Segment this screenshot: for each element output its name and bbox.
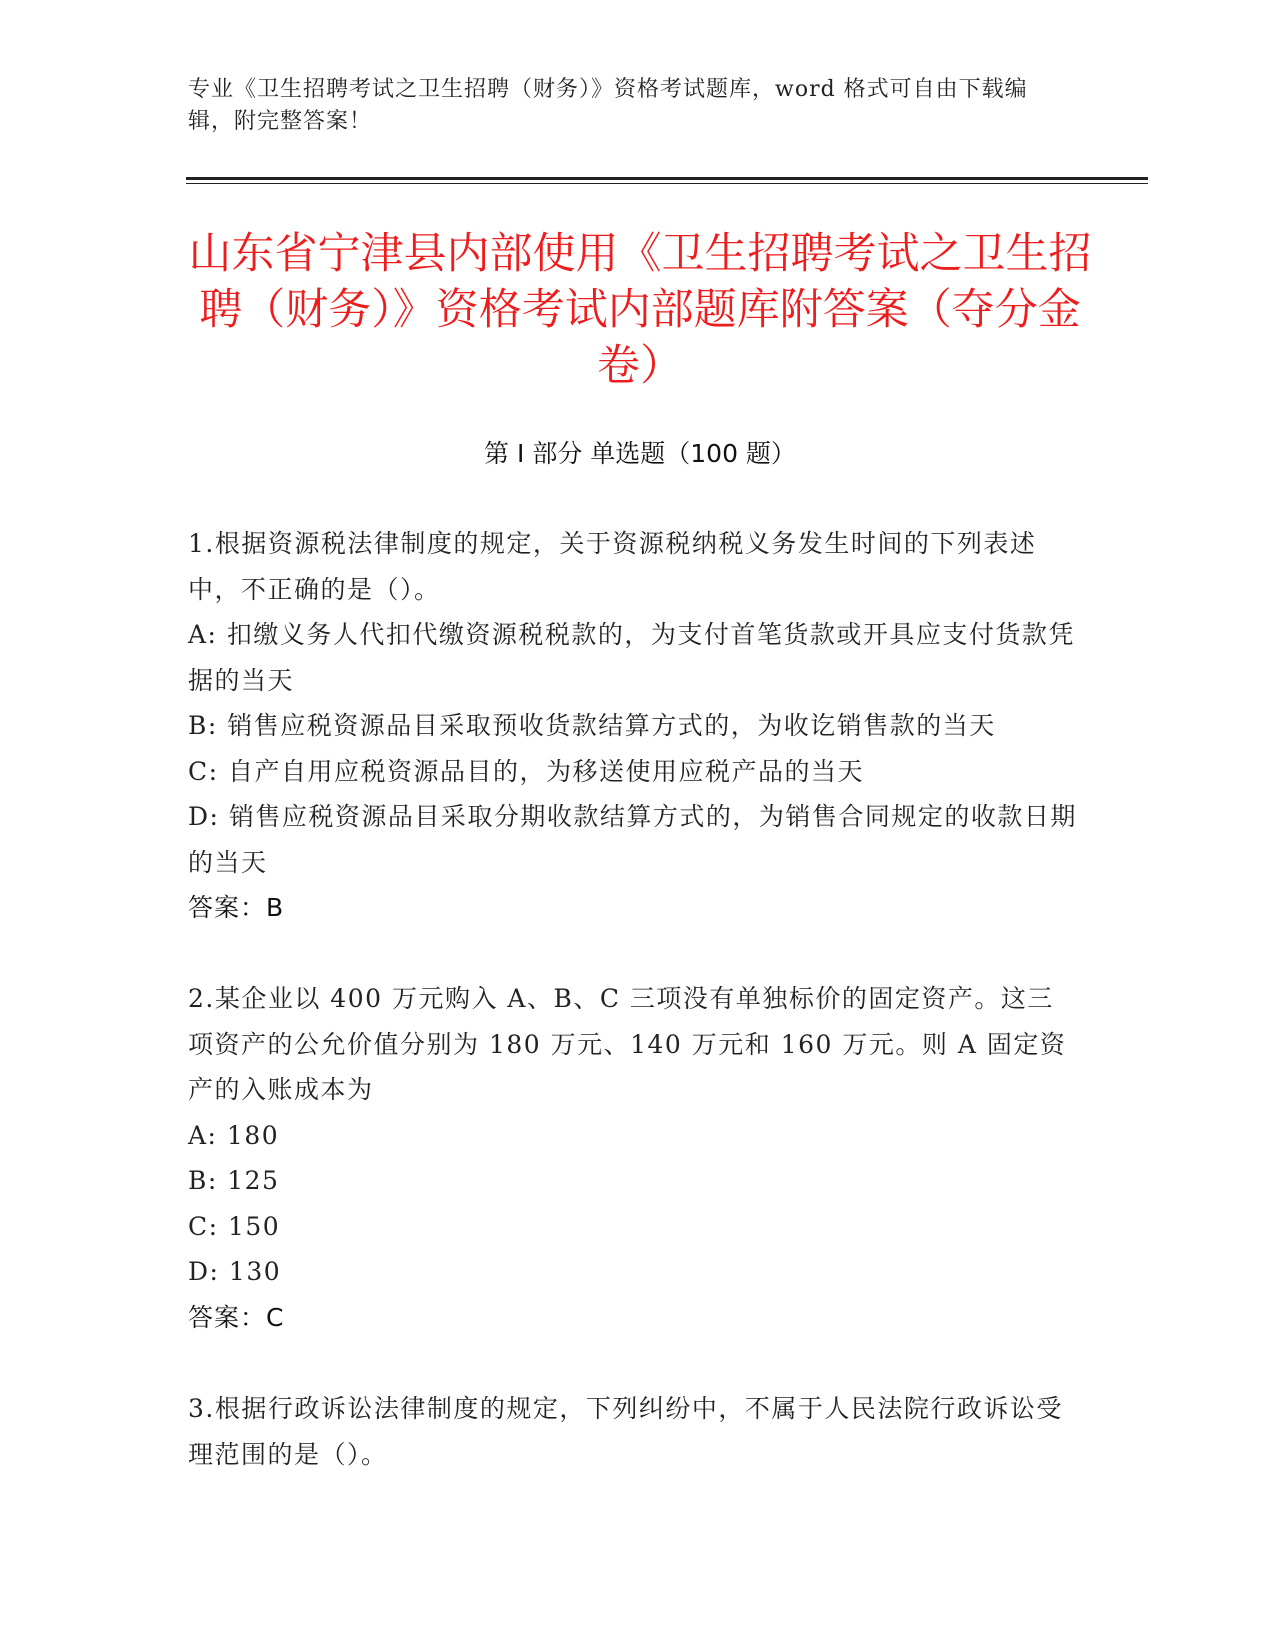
answer-label: 答案：C: [188, 1302, 285, 1332]
question-stem: 1.根据资源税法律制度的规定，关于资源税纳税义务发生时间的下列表述中，不正确的是（）。: [188, 529, 1037, 604]
option-d: D: 销售应税资源品目采取分期收款结算方式的，为销售合同规定的收款日期的当天: [188, 802, 1077, 877]
option-d: D: 130: [188, 1257, 282, 1286]
header-divider-thick: [186, 177, 1148, 180]
option-a: A: 扣缴义务人代扣代缴资源税税款的，为支付首笔货款或开具应支付货款凭据的当天: [188, 620, 1075, 695]
option-a: A: 180: [188, 1120, 280, 1150]
header-note: 专业《卫生招聘考试之卫生招聘（财务）》资格考试题库，word 格式可自由下载编辑，附完整答案！: [188, 77, 1028, 134]
question-1: [188, 521, 1078, 931]
document-title: 山东省宁津县内部使用《卫生招聘考试之卫生招聘（财务）》资格考试内部题库附答案（夺分金卷）: [188, 229, 1092, 391]
question-stem: 3.根据行政诉讼法律制度的规定，下列纠纷中，不属于人民法院行政诉讼受理范围的是（）。: [188, 1394, 1063, 1469]
section-heading: 第 I 部分 单选题（100 题）: [484, 439, 796, 468]
header-divider-thin: [186, 183, 1148, 184]
option-c: C: 150: [188, 1211, 281, 1241]
option-b: B: 125: [188, 1166, 280, 1195]
question-3: [188, 1386, 1078, 1477]
question-2: [188, 976, 1078, 1340]
option-c: C: 自产自用应税资源品目的，为移送使用应税产品的当天: [188, 756, 865, 786]
option-b: B: 销售应税资源品目采取预收货款结算方式的，为收讫销售款的当天: [188, 711, 996, 740]
question-stem: 2.某企业以 400 万元购入 A、B、C 三项没有单独标价的固定资产。这三项资产的公允价值分别为 180 万元、140 万元和 160 万元。则 A 固定资产的入账成本为: [188, 984, 1067, 1104]
answer-label: 答案：B: [188, 893, 285, 922]
